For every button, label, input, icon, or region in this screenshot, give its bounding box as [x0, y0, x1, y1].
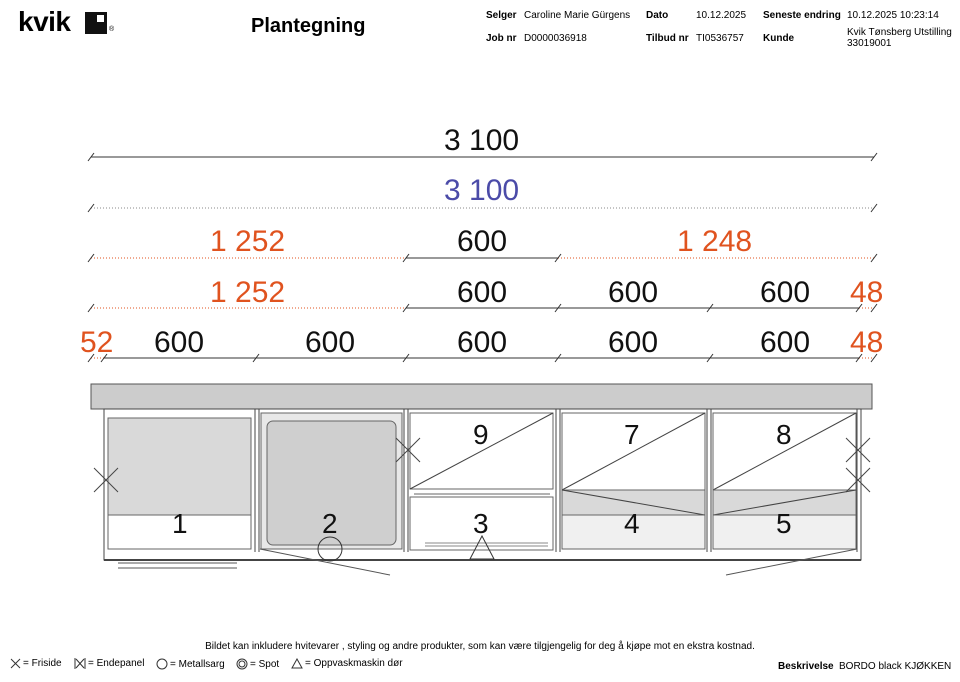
dimension-label: 600 — [608, 326, 659, 359]
legend-label: = Spot — [250, 658, 280, 670]
dimension-label: 1 252 — [210, 225, 286, 258]
unit-number-7: 7 — [624, 419, 640, 450]
legend-oppvaskmaskin — [291, 658, 403, 669]
seneste-endring-value: 10.12.2025 10:23:14 — [847, 10, 939, 21]
dimension-label: 600 — [608, 276, 659, 309]
legend-label: = Oppvaskmaskin dør — [305, 658, 403, 669]
unit-number-1: 1 — [172, 508, 188, 539]
seneste-endring-label: Seneste endring — [763, 10, 841, 21]
double-circle-icon — [236, 658, 248, 670]
unit-number-3: 3 — [473, 508, 489, 539]
dato-value: 10.12.2025 — [696, 10, 747, 21]
unit-number-2: 2 — [322, 508, 338, 539]
triangle-icon — [291, 658, 303, 669]
legend-label: = Endepanel — [88, 658, 145, 669]
dimension-label: 52 — [80, 326, 114, 359]
beskrivelse-value: BORDO black KJØKKEN — [839, 661, 952, 672]
legend-label: = Metallsarg — [170, 658, 225, 670]
dimension-label: 600 — [457, 225, 508, 258]
dimension-total-outer: 3 100 — [444, 124, 520, 157]
kunde-value-name: Kvik Tønsberg Utstilling — [847, 27, 952, 38]
page-title: Plantegning — [251, 15, 366, 37]
disclaimer-note: Bildet kan inkludere hvitevarer , styling og andre produkter, som kan være tilgjengelig for deg å kjøpe mot en ekstra kostnad. — [205, 641, 755, 652]
legend-spot — [236, 658, 279, 670]
dimension-label: 1 248 — [677, 225, 753, 258]
circle-icon — [156, 658, 168, 670]
legend-label: = Friside — [23, 658, 62, 669]
legend-endepanel — [74, 658, 144, 669]
kunde-value-number: 33019001 — [847, 38, 892, 49]
dimension-label: 600 — [305, 326, 356, 359]
selger-value: Caroline Marie Gürgens — [524, 10, 631, 21]
dimension-label: 1 252 — [210, 276, 286, 309]
dimension-label: 600 — [457, 326, 508, 359]
kvik-logo: kvik — [18, 6, 71, 37]
dimension-label: 600 — [457, 276, 508, 309]
selger-label: Selger — [486, 10, 517, 21]
legend-friside — [10, 658, 62, 669]
unit-number-5: 5 — [776, 508, 792, 539]
tilbud-nr-value: TI0536757 — [696, 33, 744, 44]
registered-mark: ® — [109, 26, 115, 33]
beskrivelse-label: Beskrivelse — [778, 661, 834, 672]
legend-metallsarg — [156, 658, 225, 670]
job-nr-value: D0000036918 — [524, 33, 587, 44]
unit-number-9: 9 — [473, 419, 489, 450]
countertop — [91, 384, 872, 409]
cross-icon — [10, 658, 21, 669]
job-nr-label: Job nr — [486, 33, 517, 44]
dimension-label: 600 — [760, 276, 811, 309]
unit-number-4: 4 — [624, 508, 640, 539]
dimension-label: 48 — [850, 276, 884, 309]
dato-label: Dato — [646, 10, 669, 21]
tilbud-nr-label: Tilbud nr — [646, 33, 689, 44]
dimension-label: 600 — [760, 326, 811, 359]
dimension-total-inner: 3 100 — [444, 174, 520, 207]
kunde-label: Kunde — [763, 33, 795, 44]
end-panel-icon — [74, 658, 86, 669]
unit-number-8: 8 — [776, 419, 792, 450]
dimension-label: 48 — [850, 326, 884, 359]
dimension-label: 600 — [154, 326, 205, 359]
